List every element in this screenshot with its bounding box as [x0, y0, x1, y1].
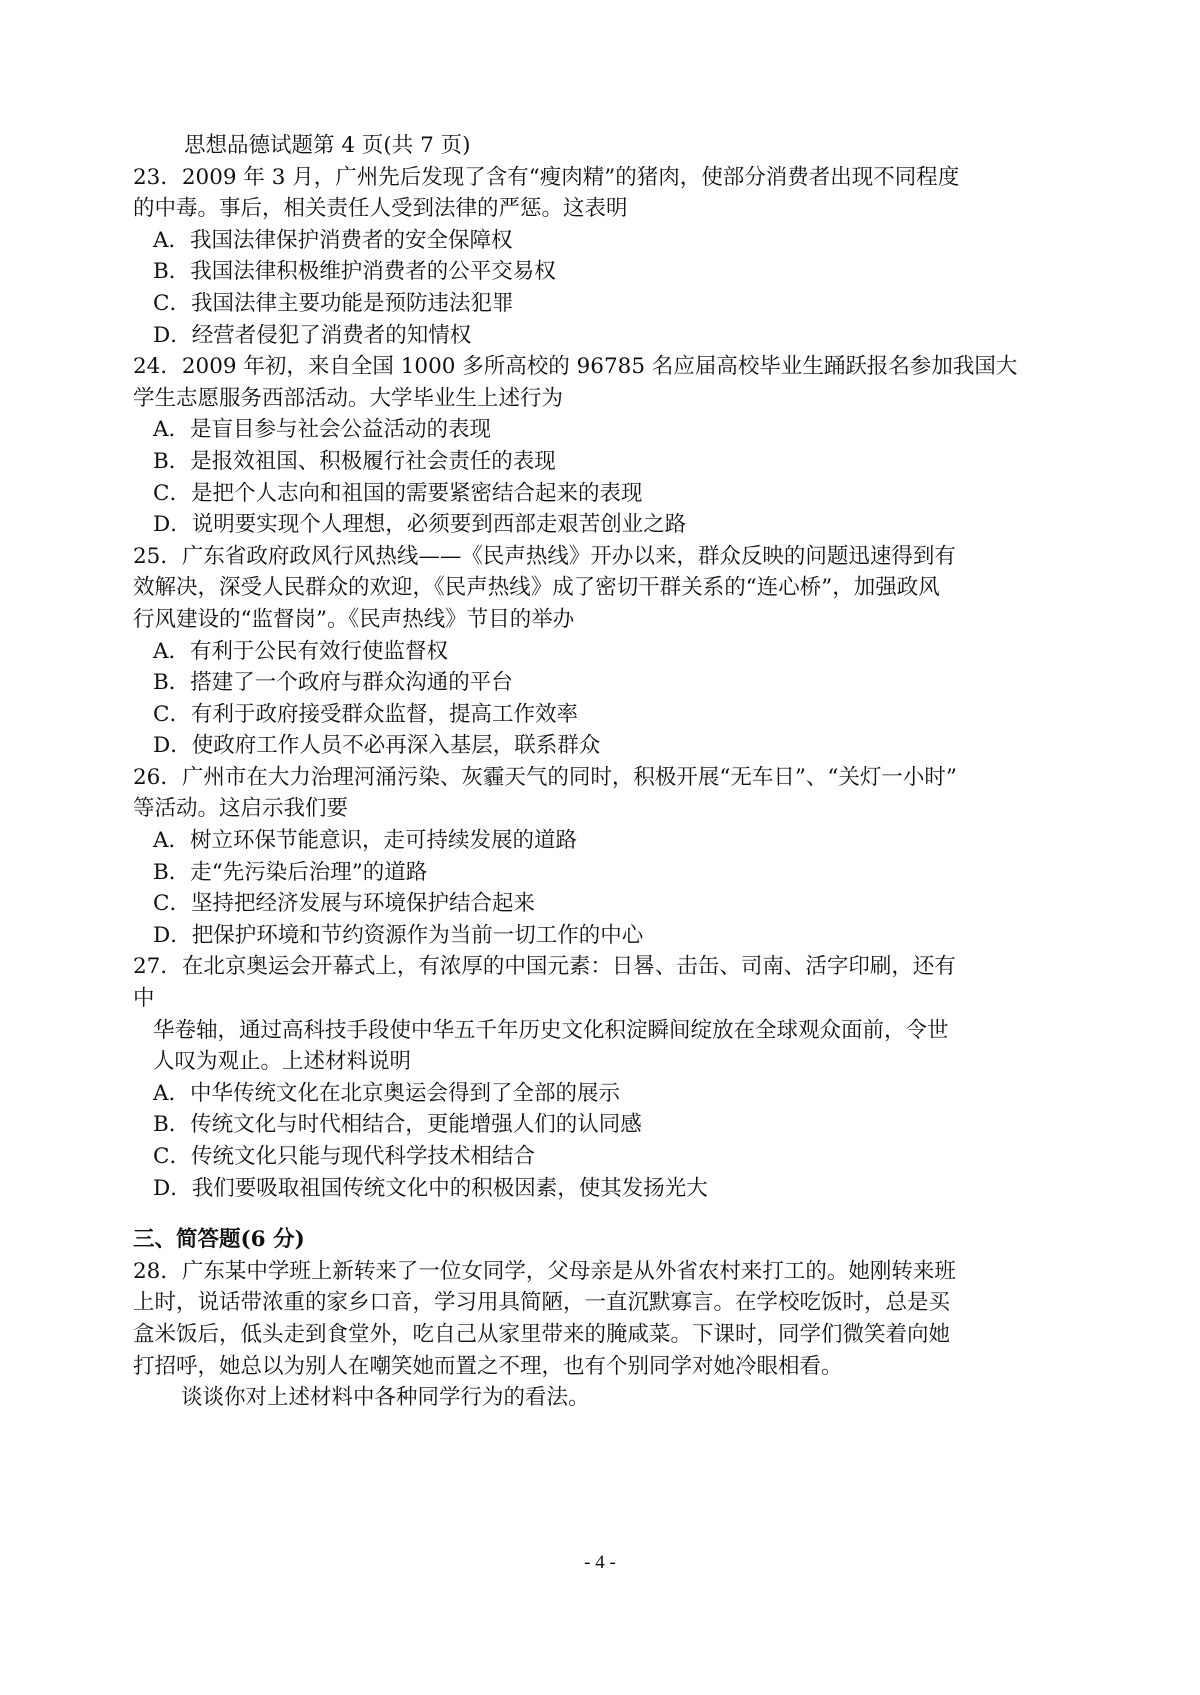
option-d: D．经营者侵犯了消费者的知情权	[153, 322, 472, 348]
question-stem-line: 24．2009 年初，来自全国 1000 多所高校的 96785 名应届高校毕业生踊跃报名参加我国大	[133, 354, 1018, 380]
option-a: A．有利于公民有效行使监督权	[153, 638, 449, 664]
question-23	[133, 162, 1078, 352]
option-a: A．中华传统文化在北京奥运会得到了全部的展示	[153, 1080, 621, 1106]
option-d: D．使政府工作人员不必再深入基层，联系群众	[153, 733, 601, 759]
question-stem-line: 等活动。这启示我们要	[133, 796, 349, 822]
option-b: B．传统文化与时代相结合，更能增强人们的认同感	[153, 1112, 642, 1138]
question-28-line: 打招呼，她总以为别人在嘲笑她而置之不理，也有个别同学对她冷眼相看。	[133, 1353, 843, 1379]
question-stem-line: 行风建设的“监督岗”。《民声热线》节目的举办	[133, 606, 575, 632]
page-number: - 4 -	[584, 1552, 616, 1573]
question-28-line: 28．广东某中学班上新转来了一位女同学，父母亲是从外省农村来打工的。她刚转来班	[133, 1258, 956, 1284]
option-c: C．坚持把经济发展与环境保护结合起来	[153, 891, 535, 917]
section-3	[133, 1224, 1078, 1414]
option-d: D．把保护环境和节约资源作为当前一切工作的中心	[153, 922, 644, 948]
option-a: A．我国法律保护消费者的安全保障权	[153, 227, 513, 253]
option-b: B．走“先污染后治理”的道路	[153, 859, 428, 885]
option-d: D．我们要吸取祖国传统文化中的积极因素，使其发扬光大	[153, 1175, 708, 1201]
question-stem-continuation: 人叹为观止。上述材料说明	[153, 1049, 412, 1075]
section-title: 三、简答题(6 分)	[133, 1227, 305, 1253]
question-25	[133, 541, 1078, 762]
option-c: C．是把个人志向和祖国的需要紧密结合起来的表现	[153, 480, 643, 506]
question-stem-line: 26．广州市在大力治理河涌污染、灰霾天气的同时，积极开展“无车日”、“关灯一小时”	[133, 764, 957, 790]
question-28-line: 盒米饭后，低头走到食堂外，吃自己从家里带来的腌咸菜。下课时，同学们微笑着向她	[133, 1321, 951, 1347]
section-gap	[133, 1204, 1078, 1224]
question-stem-line: 效解决，深受人民群众的欢迎，《民声热线》成了密切干群关系的“连心桥”，加强政风	[133, 575, 940, 601]
option-b: B．我国法律积极维护消费者的公平交易权	[153, 259, 556, 285]
question-24	[133, 351, 1078, 541]
option-d: D．说明要实现个人理想，必须要到西部走艰苦创业之路	[153, 512, 687, 538]
option-c: C．我国法律主要功能是预防违法犯罪	[153, 290, 514, 316]
question-28-prompt: 谈谈你对上述材料中各种同学行为的看法。	[181, 1385, 590, 1411]
option-c: C．有利于政府接受群众监督，提高工作效率	[153, 701, 578, 727]
question-stem-line: 中	[133, 986, 155, 1012]
question-27	[133, 951, 1078, 1204]
question-26	[133, 762, 1078, 952]
question-stem-line: 25．广东省政府政风行风热线——《民声热线》开办以来，群众反映的问题迅速得到有	[133, 543, 956, 569]
question-stem-line: 27．在北京奥运会开幕式上，有浓厚的中国元素：日晷、击缶、司南、活字印刷，还有	[133, 954, 956, 980]
option-c: C．传统文化只能与现代科学技术相结合	[153, 1144, 535, 1169]
option-a: A．树立环保节能意识，走可持续发展的道路	[153, 828, 578, 854]
question-stem-line: 的中毒。事后，相关责任人受到法律的严惩。这表明	[133, 196, 628, 222]
option-b: B．搭建了一个政府与群众沟通的平台	[153, 670, 513, 696]
question-stem-line: 23．2009 年 3 月，广州先后发现了含有“瘦肉精”的猪肉，使部分消费者出现不同程度	[133, 164, 960, 190]
page-content	[133, 130, 1078, 1414]
question-stem-line: 学生志愿服务西部活动。大学毕业生上述行为	[133, 385, 564, 411]
question-stem-continuation: 华卷轴，通过高科技手段使中华五千年历史文化积淀瞬间绽放在全球观众面前，令世	[153, 1017, 949, 1043]
option-a: A．是盲目参与社会公益活动的表现	[153, 417, 492, 443]
page-header: 思想品德试题第 4 页(共 7 页)	[184, 133, 471, 158]
option-b: B．是报效祖国、积极履行社会责任的表现	[153, 448, 556, 474]
question-28-line: 上时，说话带浓重的家乡口音，学习用具简陋，一直沉默寡言。在学校吃饭时，总是买	[133, 1290, 951, 1316]
